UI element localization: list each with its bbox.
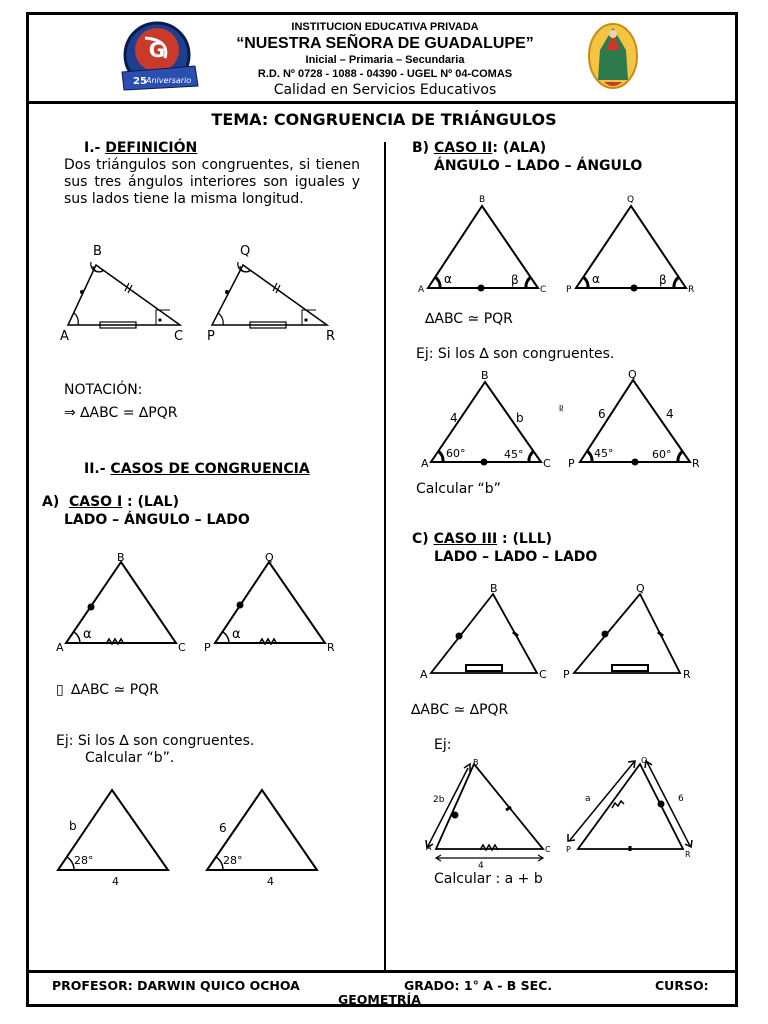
- svg-text:2b: 2b: [433, 795, 445, 805]
- svg-text:β: β: [659, 273, 667, 287]
- svg-text:C: C: [178, 641, 186, 654]
- svg-text:45°: 45°: [594, 447, 614, 460]
- svg-text:Q: Q: [641, 756, 648, 765]
- case2-relation: ∆ABC ≃ PQR: [425, 311, 513, 327]
- case3-example: Ej:: [434, 737, 452, 753]
- case1-triangle-abc: [56, 551, 186, 654]
- svg-text:4: 4: [478, 861, 484, 871]
- svg-text:P: P: [566, 845, 571, 854]
- case1-example-left: [58, 790, 168, 888]
- svg-text:A: A: [418, 285, 425, 295]
- svg-text:Q: Q: [628, 368, 637, 381]
- case1-example-right: [207, 790, 317, 888]
- case2-calculate: Calcular “b”: [416, 481, 501, 497]
- svg-text:b: b: [69, 819, 77, 833]
- svg-text:45°: 45°: [504, 448, 524, 461]
- svg-text:Aniversario: Aniversario: [146, 76, 192, 85]
- notation-formula: ⇒ ∆ABC = ∆PQR: [64, 405, 178, 421]
- svg-text:b: b: [516, 411, 524, 425]
- case2-heading: B) CASO II: (ALA): [412, 140, 547, 156]
- svg-text:28°: 28°: [223, 854, 243, 867]
- svg-text:6: 6: [598, 407, 606, 421]
- school-resolution: R.D. Nº 0728 - 1088 - 04390 - UGEL Nº 04-COMAS: [257, 68, 513, 80]
- svg-text:60°: 60°: [446, 447, 466, 460]
- svg-text:B: B: [479, 195, 486, 205]
- svg-text:C: C: [540, 285, 547, 295]
- case1-subtitle: LADO – ÁNGULO – LADO: [64, 512, 250, 528]
- svg-text:A: A: [421, 457, 429, 470]
- label-b: B: [93, 244, 102, 259]
- svg-text:R: R: [692, 457, 700, 470]
- footer-course-label: CURSO:: [655, 978, 709, 993]
- cases-heading: II.- CASOS DE CONGRUENCIA: [84, 461, 310, 477]
- school-levels: Inicial – Primaria – Secundaria: [305, 54, 465, 66]
- case1-relation-mark: ▯: [56, 682, 64, 698]
- svg-text:A: A: [420, 668, 428, 681]
- case1-example-line1: Ej: Si los ∆ son congruentes.: [56, 733, 255, 749]
- footer-teacher: PROFESOR: DARWIN QUICO OCHOA: [52, 978, 300, 993]
- svg-text:25: 25: [133, 76, 147, 87]
- definition-triangle-abc: [60, 244, 183, 344]
- svg-text:B: B: [473, 758, 479, 767]
- svg-text:Q: Q: [265, 551, 274, 564]
- svg-text:P: P: [566, 285, 572, 295]
- svg-text:B: B: [117, 551, 125, 564]
- svg-text:R: R: [685, 850, 691, 859]
- case3-subtitle: LADO – LADO – LADO: [434, 549, 598, 565]
- notation-label: NOTACIÓN:: [64, 382, 143, 398]
- case2-example-pqr: [568, 368, 700, 470]
- svg-text:4: 4: [112, 875, 119, 888]
- svg-text:α: α: [232, 627, 241, 642]
- svg-text:C: C: [545, 845, 551, 854]
- label-r: R: [326, 329, 336, 344]
- page-title: TEMA: CONGRUENCIA DE TRIÁNGULOS: [211, 110, 557, 129]
- svg-text:α: α: [83, 627, 92, 642]
- definition-triangle-pqr: [207, 244, 335, 344]
- case1-relation: ∆ABC ≃ PQR: [71, 682, 159, 698]
- svg-text:C: C: [539, 668, 547, 681]
- case3-example-pqr: [566, 756, 692, 859]
- school-motto: Calidad en Servicios Educativos: [273, 82, 497, 98]
- svg-text:α: α: [592, 272, 600, 286]
- svg-text:C: C: [543, 457, 551, 470]
- svg-text:a: a: [585, 794, 591, 804]
- case2-congruent-mark: ≃: [555, 404, 566, 413]
- svg-text:α: α: [444, 272, 452, 286]
- case3-relation: ∆ABC ≃ ∆PQR: [411, 702, 509, 718]
- svg-text:4: 4: [267, 875, 274, 888]
- case2-subtitle: ÁNGULO – LADO – ÁNGULO: [434, 158, 643, 174]
- case1-triangle-pqr: [204, 551, 335, 654]
- svg-text:A: A: [426, 843, 432, 852]
- svg-text:6: 6: [678, 794, 684, 804]
- svg-text:R: R: [327, 641, 335, 654]
- svg-text:B: B: [490, 582, 498, 595]
- svg-text:P: P: [204, 641, 211, 654]
- svg-text:4: 4: [666, 407, 674, 421]
- case2-triangle-abc: [418, 195, 546, 295]
- case1-example-line2: Calcular “b”.: [85, 750, 175, 766]
- definition-text: Dos triángulos son congruentes, si tienen sus tres ángulos interiores son iguales y sus lados tiene la misma longitud.: [64, 157, 360, 207]
- svg-text:60°: 60°: [652, 448, 672, 461]
- svg-text:4: 4: [450, 411, 458, 425]
- case2-example-abc: [421, 369, 551, 470]
- svg-text:A: A: [56, 641, 64, 654]
- svg-text:R: R: [683, 668, 691, 681]
- case3-example-abc: [426, 758, 551, 871]
- label-c: C: [174, 329, 184, 344]
- institution-type: INSTITUCION EDUCATIVA PRIVADA: [291, 21, 479, 33]
- svg-text:28°: 28°: [74, 854, 94, 867]
- case2-triangle-pqr: [566, 195, 694, 295]
- svg-text:Q: Q: [636, 582, 645, 595]
- case2-example: Ej: Si los ∆ son congruentes.: [416, 346, 615, 362]
- svg-text:G: G: [148, 38, 166, 62]
- svg-text:Q: Q: [627, 195, 635, 205]
- label-a: A: [60, 329, 69, 344]
- label-p: P: [207, 329, 215, 344]
- footer-course-value: GEOMETRÍA: [338, 992, 421, 1004]
- svg-text:6: 6: [219, 821, 227, 835]
- case3-triangle-pqr: [563, 582, 691, 681]
- label-q: Q: [240, 244, 251, 259]
- svg-text:P: P: [563, 668, 570, 681]
- case3-calculate: Calcular : a + b: [434, 871, 543, 887]
- svg-text:R: R: [688, 285, 695, 295]
- school-name: “NUESTRA SEÑORA DE GUADALUPE”: [236, 35, 534, 52]
- svg-text:B: B: [481, 369, 489, 382]
- case1-heading: A) CASO I : (LAL): [42, 494, 179, 510]
- svg-text:P: P: [568, 457, 575, 470]
- svg-text:β: β: [511, 273, 519, 287]
- case3-heading: C) CASO III : (LLL): [412, 531, 553, 547]
- footer-grade: GRADO: 1° A - B SEC.: [404, 978, 553, 993]
- case3-triangle-abc: [420, 582, 547, 681]
- definition-heading: I.- DEFINICIÓN: [84, 140, 198, 156]
